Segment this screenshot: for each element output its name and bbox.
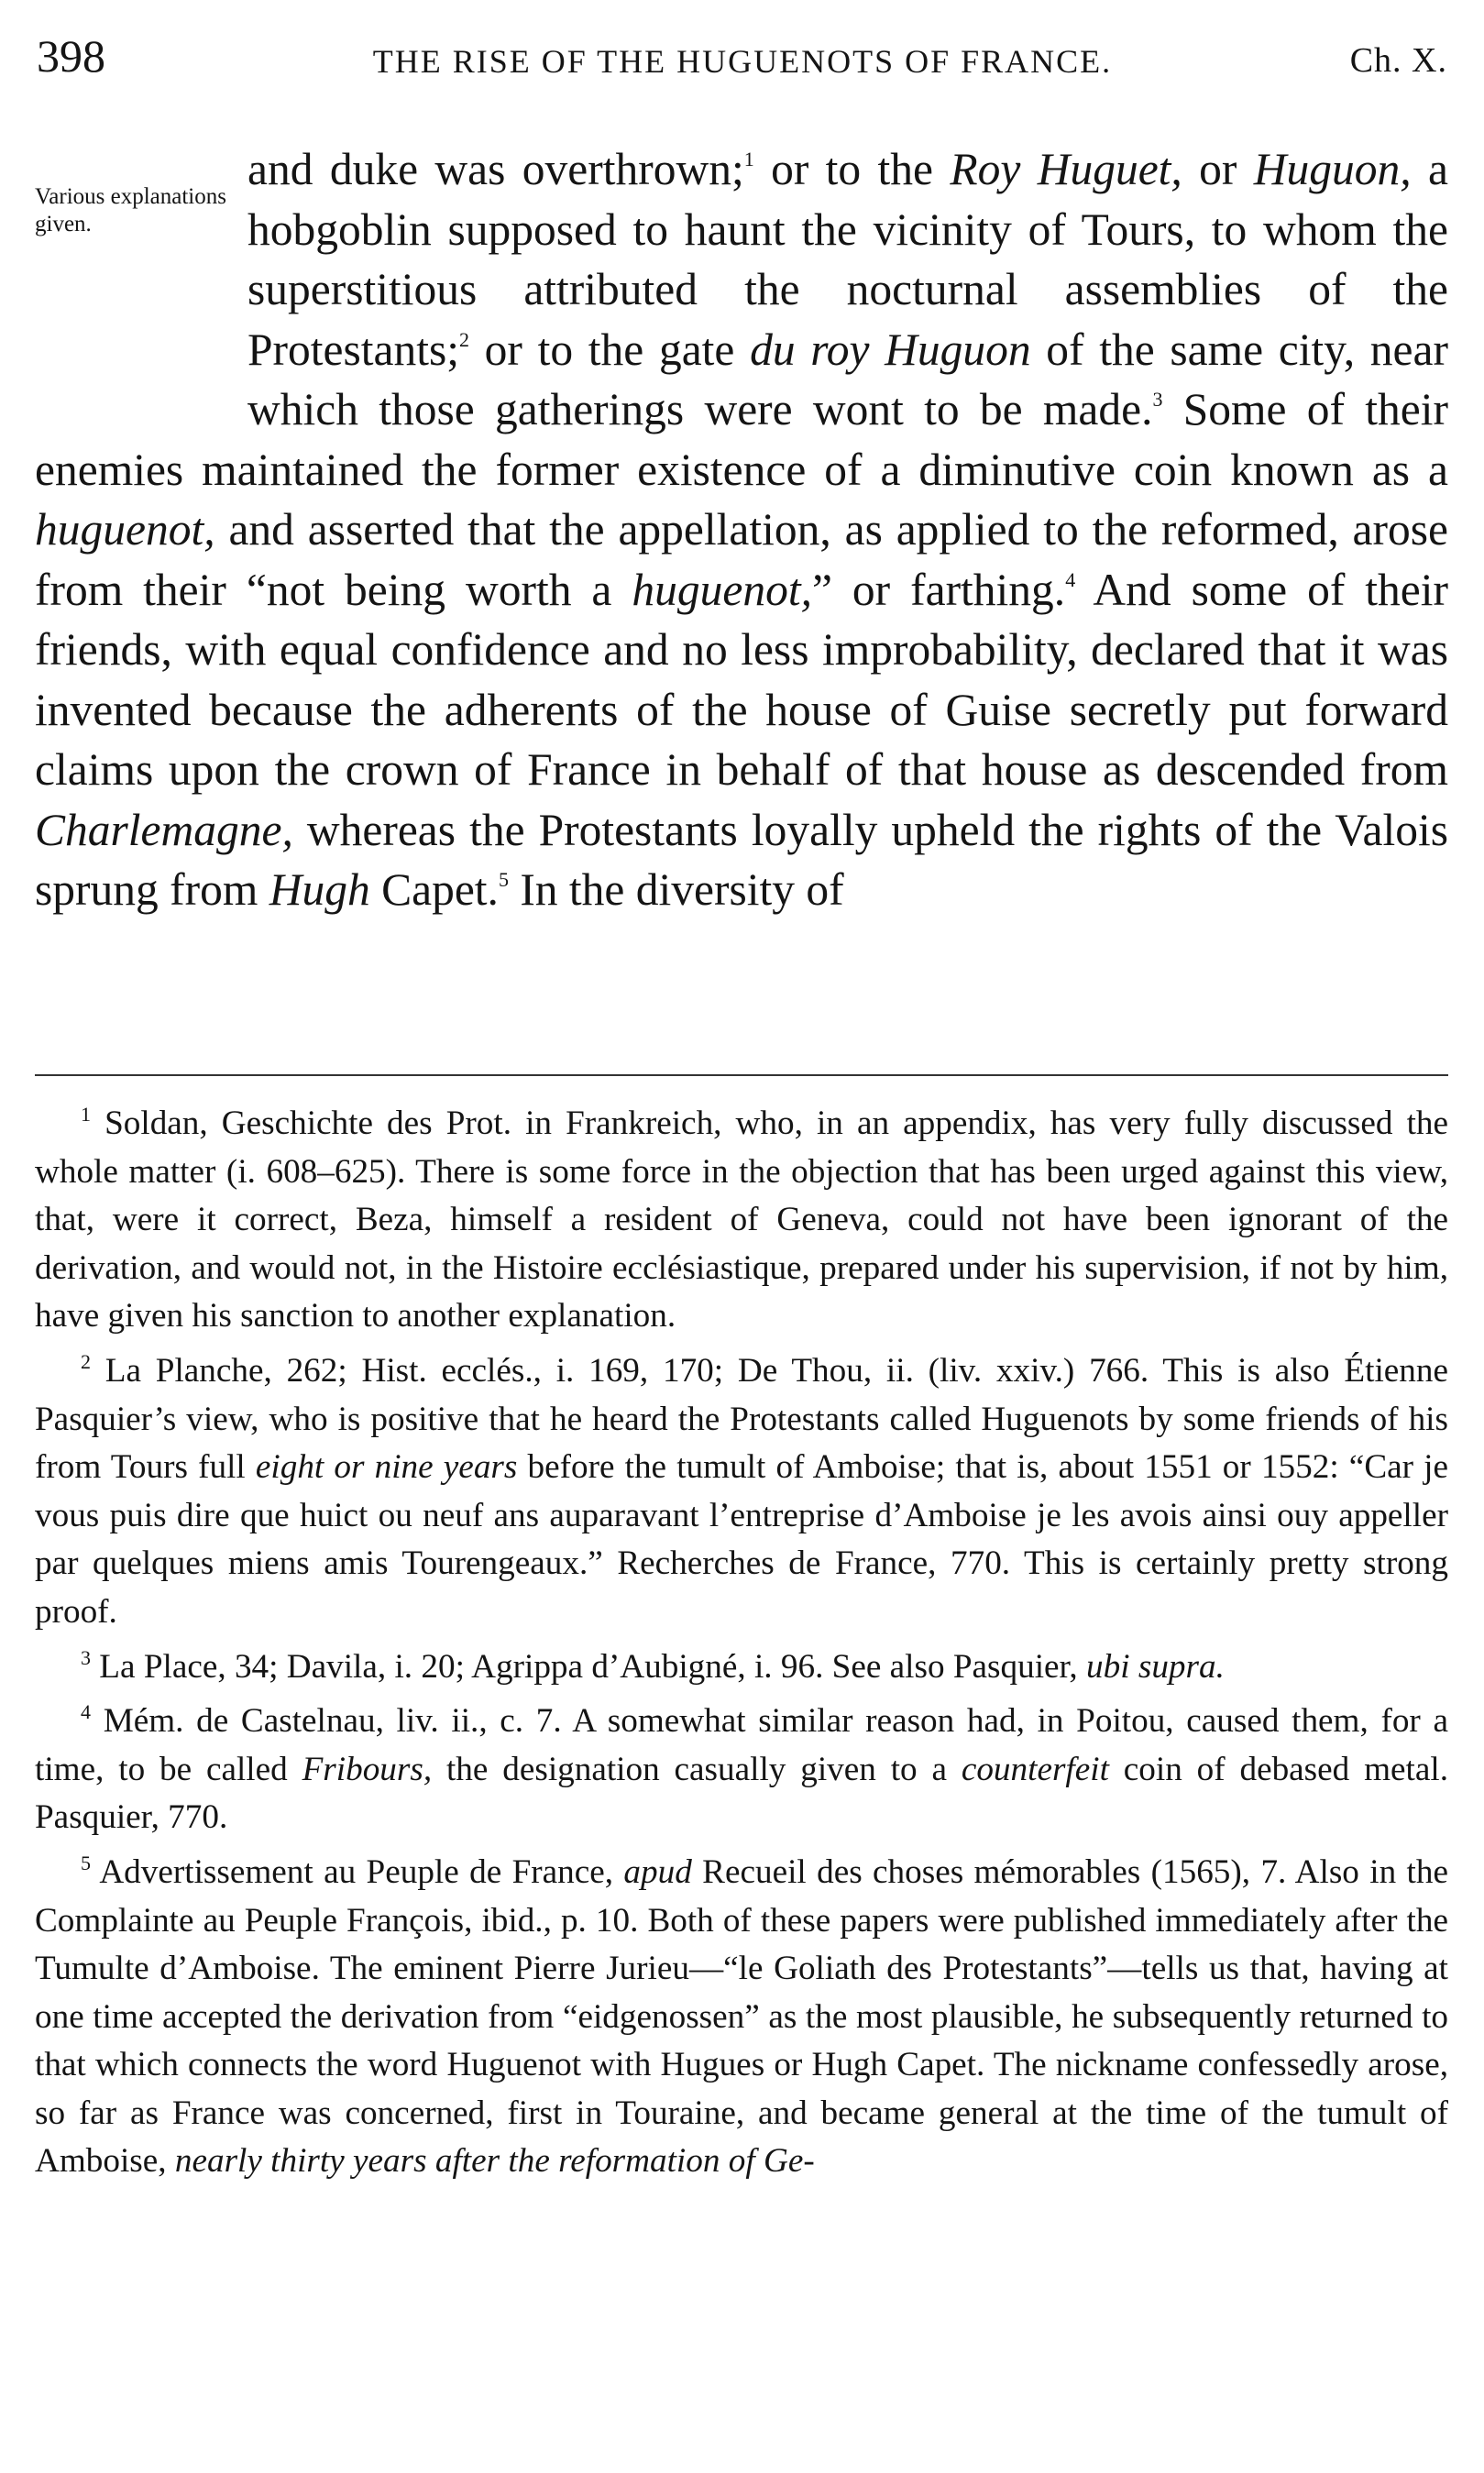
footnote-number: 5 <box>81 1851 91 1874</box>
body-italic: huguenot, <box>35 504 215 555</box>
footnote-text: Advertissement au Peuple de France, <box>99 1852 624 1891</box>
body-text-segment: whereas the Protestants loyally upheld the rights of the Valois sprung from <box>35 804 1448 915</box>
footnote-text: La Place, 34; Davila, i. 20; Agrippa d’Aubigné, i. 96. See also Pasquier, <box>99 1647 1087 1686</box>
footnote-ref-4[interactable]: 4 <box>1065 567 1076 591</box>
body-text-segment: a hobgoblin supposed to haunt the vicinity of Tours, to whom the superstitious attributed the nocturnal assemblies of the Protestants; <box>247 144 1448 375</box>
footnote-text: before the tumult of Amboise; that is, about 1551 or 1552: “Car je vous puis dire que huict ou neuf ans auparavant l’entreprise d’Amboise je les avois ainsi ouy appeller par quelques miens amis Tourengeaux.” Recherches de France, 770. This is certainly pretty strong proof. <box>35 1448 1448 1631</box>
footnote-italic: counterfeit <box>961 1750 1109 1788</box>
body-text-segment: And some of their friends, with equal confidence and no less improbability, declared that it was invented because the adherents of the house of Guise secretly put forward claims upon the crown of France in behalf of that house as descended from <box>35 564 1448 795</box>
footnote-divider <box>35 1074 1448 1076</box>
page-header <box>37 29 1447 84</box>
footnote-italic: Fribours, <box>302 1750 433 1788</box>
body-text-segment: of the same city, near which those gatherings were wont to be made. <box>247 324 1448 434</box>
footnote-4 <box>35 1698 1448 1842</box>
body-italic: du roy Huguon <box>750 324 1031 375</box>
footnote-ref-3[interactable]: 3 <box>1152 388 1163 411</box>
footnote-italic: ubi supra. <box>1086 1647 1225 1686</box>
footnotes <box>35 1100 1448 2193</box>
body-italic: Hugh <box>269 864 370 915</box>
footnote-number: 2 <box>81 1349 91 1373</box>
chapter-reference: Ch. X. <box>1349 41 1447 80</box>
footnote-text: La Planche, 262; Hist. ecclés., i. 169, 170; De Thou, ii. (liv. xxiv.) 766. This is also Étienne Pasquier’s view, who is positive that he heard the Protestants called Huguenots by some friends of his from Tours full <box>35 1351 1448 1487</box>
footnote-1 <box>35 1100 1448 1341</box>
footnote-text: coin of debased metal. Pasquier, 770. <box>35 1750 1448 1837</box>
footnote-number: 1 <box>81 1103 91 1126</box>
footnote-ref-1[interactable]: 1 <box>743 148 754 170</box>
footnote-ref-5[interactable]: 5 <box>498 868 509 891</box>
body-text-segment: ” or farthing. <box>811 564 1066 615</box>
footnote-text: Mém. de Castelnau, liv. ii., c. 7. A somewhat similar reason had, in Poitou, caused them, for a time, to be called <box>35 1702 1448 1788</box>
body-text-segment: and duke was overthrown; <box>247 144 744 194</box>
footnote-number: 3 <box>81 1645 91 1669</box>
body-text-segment: Some of their enemies maintained the former existence of a diminutive coin known as a <box>35 384 1448 495</box>
body-italic: huguenot, <box>632 564 812 615</box>
body-text-segment: Capet. <box>369 864 499 915</box>
body-italic: Huguon, <box>1253 144 1412 194</box>
body-text-segment: and asserted that the appellation, as applied to the reformed, arose from their “not being worth a <box>35 504 1448 615</box>
footnote-text: Recueil des choses mémorables (1565), 7. Also in the Complainte au Peuple François, ibid., p. 10. Both of these papers were published immediately after the Tumulte d’Amboise. The eminent Pierre Jurieu—“le Goliath des Protestants”—tells us that, having at one time accepted the derivation from “eidgenossen” as the most plausible, he subsequently returned to that which connects the word Huguenot with Hugues or Hugh Capet. The nickname confessedly arose, so far as France was concerned, first in Touraine, and became general at the time of the tumult of Amboise, <box>35 1852 1448 2181</box>
footnote-3 <box>35 1643 1448 1692</box>
footnote-2 <box>35 1347 1448 1637</box>
margin-note: Various explanations given. <box>35 184 226 236</box>
footnote-italic: apud <box>623 1852 692 1891</box>
footnote-text: Soldan, Geschichte des Prot. in Frankreich, who, in an appendix, has very fully discussed the whole matter (i. 608–625). There is some force in the objection that has been urged against this view, that, were it correct, Beza, himself a resident of Geneva, could not have been ignorant of the derivation, and would not, in the Histoire ecclésiastique, prepared under his supervision, if not by him, have given his sanction to another explanation. <box>35 1105 1449 1335</box>
body-paragraph <box>35 139 1448 920</box>
running-title: THE RISE OF THE HUGUENOTS OF FRANCE. <box>372 43 1113 80</box>
body-text-segment: or <box>1182 144 1254 194</box>
body-italic: Roy Huguet, <box>950 144 1182 194</box>
footnote-text: the designation casually given to a <box>432 1750 962 1788</box>
footnote-ref-2[interactable]: 2 <box>459 327 469 351</box>
body-italic: Charlemagne, <box>35 804 293 855</box>
footnote-5 <box>35 1849 1448 2186</box>
footnote-number: 4 <box>81 1700 91 1724</box>
body-text-segment: or to the <box>753 144 951 194</box>
body-text-segment: or to the gate <box>469 324 751 375</box>
page-number: 398 <box>37 30 105 82</box>
footnote-italic: nearly thirty years after the reformation of Ge- <box>174 2142 815 2181</box>
footnote-italic: eight or nine years <box>255 1448 518 1487</box>
body-text-segment: In the diversity of <box>508 864 844 915</box>
